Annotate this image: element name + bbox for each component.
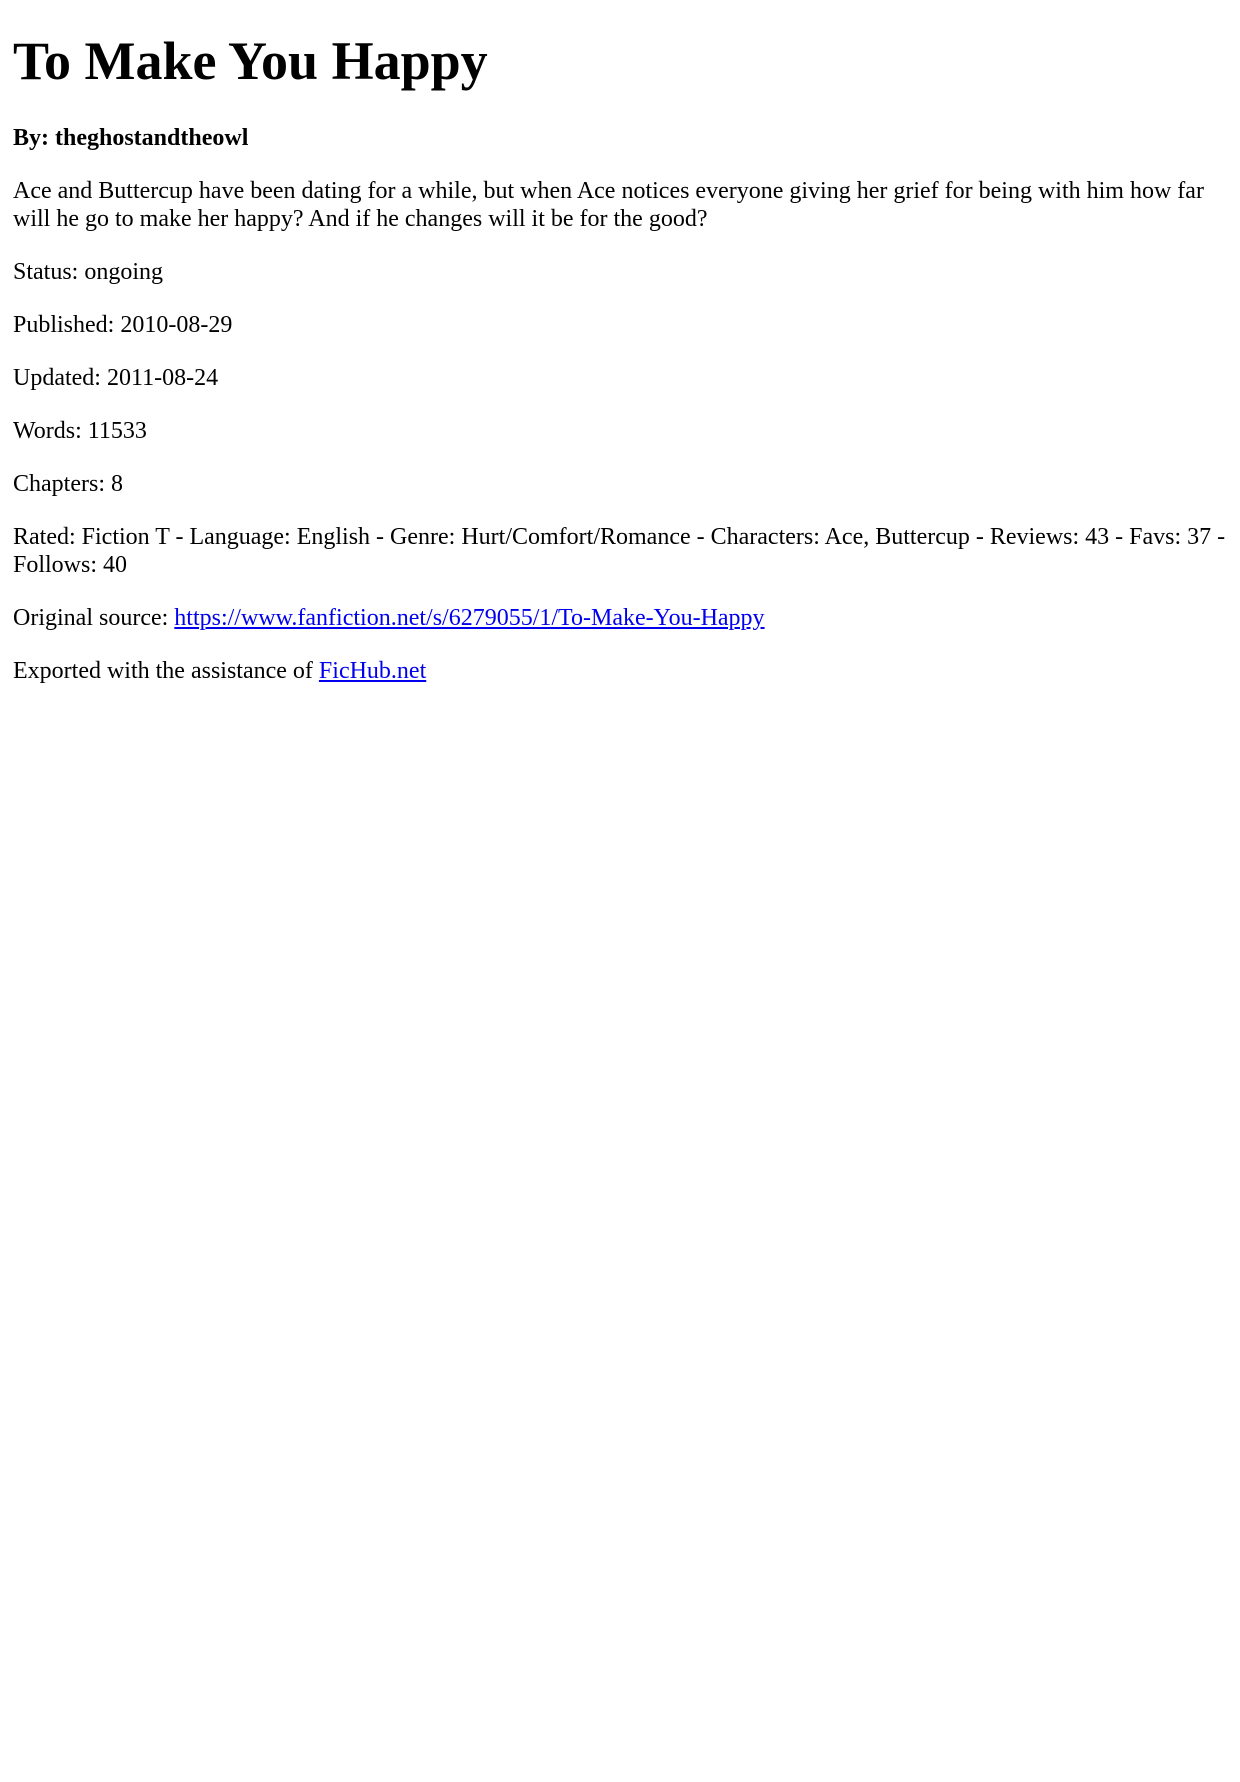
published-line: Published: 2010-08-29 xyxy=(13,312,233,338)
updated-line: Updated: 2011-08-24 xyxy=(13,365,219,391)
document-page xyxy=(0,30,1240,685)
words-line: Words: 11533 xyxy=(13,418,147,444)
original-source-line xyxy=(13,604,1227,632)
original-source-label: Original source: xyxy=(13,605,175,631)
status-line: Status: ongoing xyxy=(13,259,164,285)
rated-line: Rated: Fiction T - Language: English - Genre: Hurt/Comfort/Romance - Characters: Ace, Buttercup - Reviews: 43 - Favs: 37 - Follows: 40 xyxy=(13,524,1226,578)
export-credit-line xyxy=(13,657,1227,685)
original-source-link[interactable]: https://www.fanfiction.net/s/6279055/1/To-Make-You-Happy xyxy=(174,605,765,631)
story-summary: Ace and Buttercup have been dating for a while, but when Ace notices everyone giving her grief for being with him how far will he go to make her happy? And if he changes will it be for the good? xyxy=(13,178,1204,232)
export-credit-label: Exported with the assistance of xyxy=(13,658,319,684)
fichub-link[interactable]: FicHub.net xyxy=(318,658,427,684)
story-title: To Make You Happy xyxy=(13,31,488,91)
story-author: By: theghostandtheowl xyxy=(13,125,249,151)
chapters-line: Chapters: 8 xyxy=(13,471,123,497)
